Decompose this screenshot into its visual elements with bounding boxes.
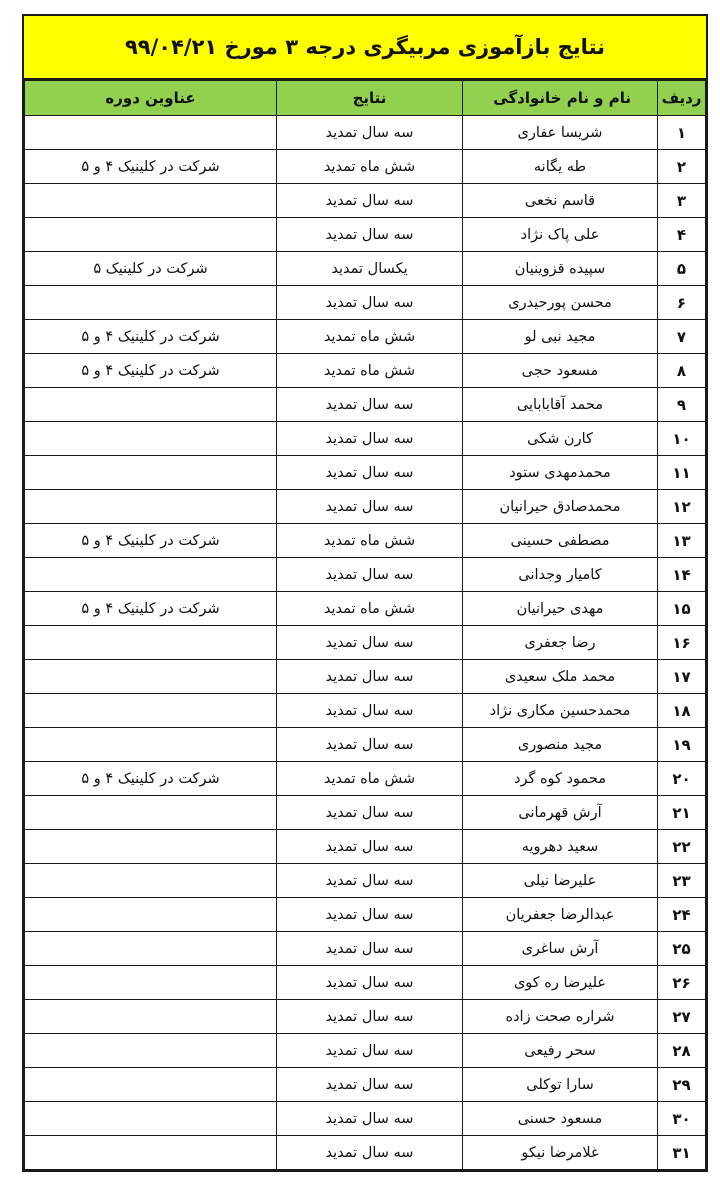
row-notes — [25, 388, 277, 422]
row-index: ۲۴ — [658, 898, 706, 932]
row-index: ۴ — [658, 218, 706, 252]
row-index: ۸ — [658, 354, 706, 388]
row-name: مجید نبی لو — [463, 320, 658, 354]
row-result: شش ماه تمدید — [277, 762, 463, 796]
table-row — [25, 728, 706, 762]
row-result: شش ماه تمدید — [277, 354, 463, 388]
row-result: سه سال تمدید — [277, 456, 463, 490]
row-index: ۱ — [658, 116, 706, 150]
row-index: ۱۶ — [658, 626, 706, 660]
row-name: طه یگانه — [463, 150, 658, 184]
row-name: سارا توکلی — [463, 1068, 658, 1102]
row-index: ۱۵ — [658, 592, 706, 626]
row-result: سه سال تمدید — [277, 728, 463, 762]
row-result: سه سال تمدید — [277, 218, 463, 252]
table-row — [25, 966, 706, 1000]
row-notes — [25, 728, 277, 762]
row-result: یکسال تمدید — [277, 252, 463, 286]
row-notes: شرکت در کلینیک ۴ و ۵ — [25, 762, 277, 796]
table-row — [25, 932, 706, 966]
row-name: محسن پورحیدری — [463, 286, 658, 320]
row-index: ۱۷ — [658, 660, 706, 694]
table-row — [25, 796, 706, 830]
row-result: سه سال تمدید — [277, 626, 463, 660]
row-notes — [25, 1136, 277, 1170]
row-index: ۲۰ — [658, 762, 706, 796]
row-name: سحر رفیعی — [463, 1034, 658, 1068]
row-result: شش ماه تمدید — [277, 320, 463, 354]
table-row — [25, 592, 706, 626]
table-row — [25, 354, 706, 388]
row-name: علی پاک نژاد — [463, 218, 658, 252]
row-notes: شرکت در کلینیک ۴ و ۵ — [25, 592, 277, 626]
row-notes: شرکت در کلینیک ۴ و ۵ — [25, 320, 277, 354]
row-index: ۲۸ — [658, 1034, 706, 1068]
results-sheet — [22, 14, 708, 1172]
row-index: ۲۶ — [658, 966, 706, 1000]
table-row — [25, 626, 706, 660]
row-result: شش ماه تمدید — [277, 524, 463, 558]
row-index: ۱۴ — [658, 558, 706, 592]
table-row — [25, 184, 706, 218]
header-row — [25, 81, 706, 116]
row-index: ۲۹ — [658, 1068, 706, 1102]
row-result: سه سال تمدید — [277, 796, 463, 830]
row-index: ۱۹ — [658, 728, 706, 762]
row-notes — [25, 660, 277, 694]
row-result: سه سال تمدید — [277, 660, 463, 694]
row-notes — [25, 1034, 277, 1068]
row-result: سه سال تمدید — [277, 422, 463, 456]
row-index: ۵ — [658, 252, 706, 286]
row-notes — [25, 898, 277, 932]
row-notes — [25, 1000, 277, 1034]
row-index: ۳۰ — [658, 1102, 706, 1136]
row-result: سه سال تمدید — [277, 558, 463, 592]
row-notes — [25, 626, 277, 660]
row-notes — [25, 490, 277, 524]
table-row — [25, 558, 706, 592]
row-index: ۲۳ — [658, 864, 706, 898]
table-row — [25, 1000, 706, 1034]
results-table — [24, 80, 706, 1170]
row-notes: شرکت در کلینیک ۵ — [25, 252, 277, 286]
table-row — [25, 830, 706, 864]
table-row — [25, 762, 706, 796]
table-row — [25, 660, 706, 694]
row-name: مجید منصوری — [463, 728, 658, 762]
row-result: شش ماه تمدید — [277, 592, 463, 626]
table-row — [25, 864, 706, 898]
row-notes — [25, 864, 277, 898]
row-result: سه سال تمدید — [277, 932, 463, 966]
row-name: آرش قهرمانی — [463, 796, 658, 830]
row-notes — [25, 218, 277, 252]
row-index: ۱۳ — [658, 524, 706, 558]
table-row — [25, 694, 706, 728]
row-name: شریسا عفاری — [463, 116, 658, 150]
row-notes — [25, 184, 277, 218]
table-row — [25, 320, 706, 354]
row-index: ۲۱ — [658, 796, 706, 830]
row-result: سه سال تمدید — [277, 490, 463, 524]
row-result: سه سال تمدید — [277, 1034, 463, 1068]
row-name: مهدی حیرانیان — [463, 592, 658, 626]
row-notes — [25, 456, 277, 490]
row-result: سه سال تمدید — [277, 966, 463, 1000]
header-notes: عناوین دوره — [25, 81, 277, 116]
row-name: رضا جعفری — [463, 626, 658, 660]
table-row — [25, 456, 706, 490]
row-name: محمدصادق حیرانیان — [463, 490, 658, 524]
row-index: ۱۸ — [658, 694, 706, 728]
table-row — [25, 218, 706, 252]
row-name: شراره صحت زاده — [463, 1000, 658, 1034]
table-row — [25, 1102, 706, 1136]
row-result: سه سال تمدید — [277, 864, 463, 898]
row-name: سعید دهرویه — [463, 830, 658, 864]
row-notes: شرکت در کلینیک ۴ و ۵ — [25, 150, 277, 184]
table-row — [25, 1136, 706, 1170]
row-name: محمدمهدی ستود — [463, 456, 658, 490]
table-row — [25, 388, 706, 422]
table-row — [25, 1068, 706, 1102]
table-row — [25, 1034, 706, 1068]
row-index: ۲۵ — [658, 932, 706, 966]
row-name: محمد ملک سعیدی — [463, 660, 658, 694]
row-index: ۱۱ — [658, 456, 706, 490]
header-index: ردیف — [658, 81, 706, 116]
row-index: ۳ — [658, 184, 706, 218]
row-index: ۱۰ — [658, 422, 706, 456]
row-result: سه سال تمدید — [277, 694, 463, 728]
row-notes — [25, 694, 277, 728]
row-notes — [25, 286, 277, 320]
table-row — [25, 898, 706, 932]
table-row — [25, 422, 706, 456]
row-name: مسعود حجی — [463, 354, 658, 388]
row-name: مصطفی حسینی — [463, 524, 658, 558]
row-name: عبدالرضا جعفریان — [463, 898, 658, 932]
row-name: علیرضا ره کوی — [463, 966, 658, 1000]
table-row — [25, 252, 706, 286]
row-notes — [25, 830, 277, 864]
row-name: علیرضا نیلی — [463, 864, 658, 898]
row-result: سه سال تمدید — [277, 116, 463, 150]
row-result: سه سال تمدید — [277, 1068, 463, 1102]
sheet-title: نتایج بازآموزی مربیگری درجه ۳ مورخ ۹۹/۰۴/۲۱ — [24, 16, 706, 80]
row-result: سه سال تمدید — [277, 898, 463, 932]
row-name: آرش ساغری — [463, 932, 658, 966]
row-index: ۱۲ — [658, 490, 706, 524]
row-index: ۲۷ — [658, 1000, 706, 1034]
row-index: ۲ — [658, 150, 706, 184]
row-result: شش ماه تمدید — [277, 150, 463, 184]
row-notes: شرکت در کلینیک ۴ و ۵ — [25, 524, 277, 558]
row-result: سه سال تمدید — [277, 1136, 463, 1170]
row-name: مسعود حسنی — [463, 1102, 658, 1136]
row-index: ۶ — [658, 286, 706, 320]
row-notes — [25, 796, 277, 830]
row-notes — [25, 1102, 277, 1136]
row-result: سه سال تمدید — [277, 1102, 463, 1136]
row-result: سه سال تمدید — [277, 1000, 463, 1034]
row-name: غلامرضا نیکو — [463, 1136, 658, 1170]
row-index: ۷ — [658, 320, 706, 354]
row-index: ۹ — [658, 388, 706, 422]
row-result: سه سال تمدید — [277, 388, 463, 422]
table-row — [25, 490, 706, 524]
row-name: قاسم نخعی — [463, 184, 658, 218]
row-index: ۳۱ — [658, 1136, 706, 1170]
header-result: نتایج — [277, 81, 463, 116]
row-notes — [25, 422, 277, 456]
row-notes — [25, 1068, 277, 1102]
row-name: محمد آقابابایی — [463, 388, 658, 422]
row-notes — [25, 966, 277, 1000]
row-name: محمود کوه گرد — [463, 762, 658, 796]
table-row — [25, 286, 706, 320]
header-name: نام و نام خانوادگی — [463, 81, 658, 116]
row-notes — [25, 932, 277, 966]
row-result: سه سال تمدید — [277, 830, 463, 864]
row-index: ۲۲ — [658, 830, 706, 864]
row-notes — [25, 558, 277, 592]
table-row — [25, 150, 706, 184]
row-result: سه سال تمدید — [277, 286, 463, 320]
row-notes: شرکت در کلینیک ۴ و ۵ — [25, 354, 277, 388]
row-name: کامیار وجدانی — [463, 558, 658, 592]
row-notes — [25, 116, 277, 150]
table-row — [25, 116, 706, 150]
row-name: کارن شکی — [463, 422, 658, 456]
row-name: محمدحسین مکاری نژاد — [463, 694, 658, 728]
row-name: سپیده قزوینیان — [463, 252, 658, 286]
table-row — [25, 524, 706, 558]
row-result: سه سال تمدید — [277, 184, 463, 218]
